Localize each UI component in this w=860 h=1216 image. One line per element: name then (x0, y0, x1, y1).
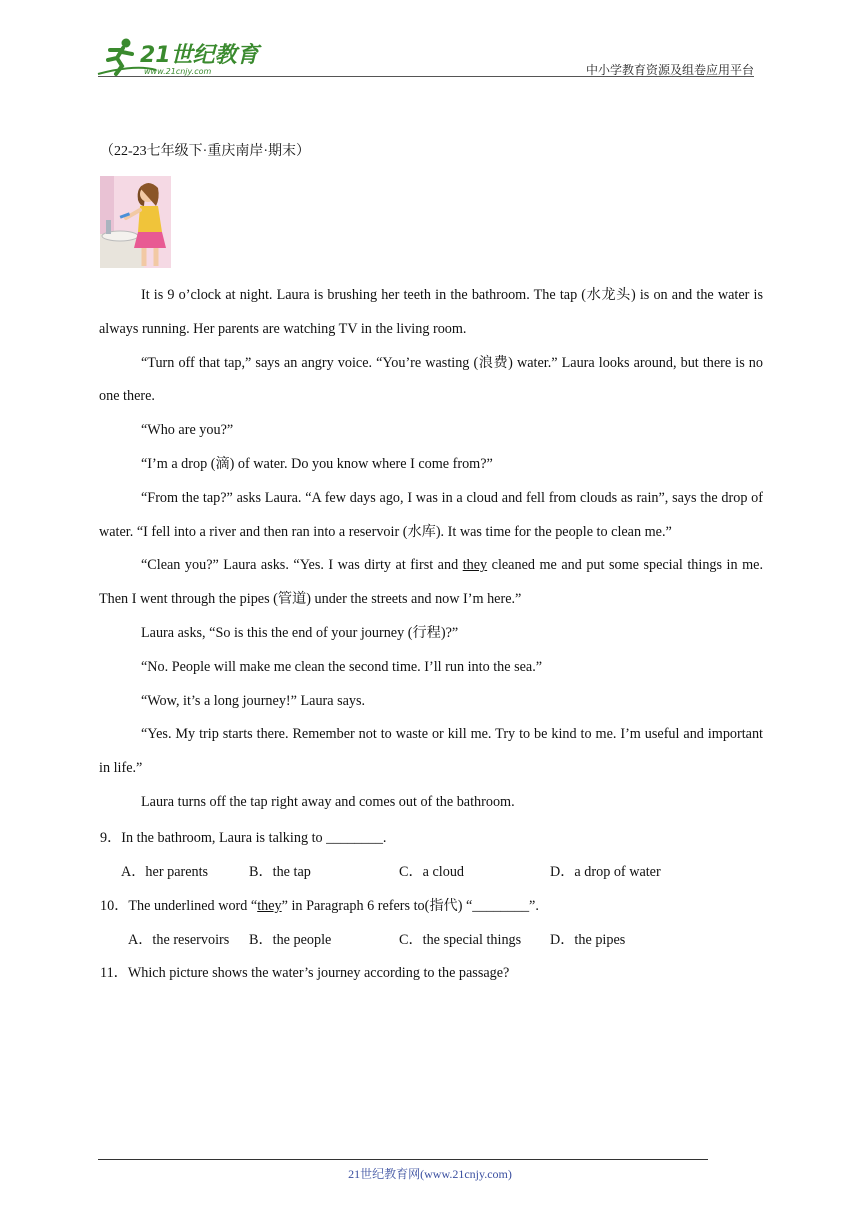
footer-site-link[interactable]: 21世纪教育网(www.21cnjy.com) (348, 1167, 512, 1181)
question-10-option-a: A．the reservoirs (128, 932, 230, 948)
passage-paragraph-10: “Yes. My trip starts there. Remember not to waste or kill me. Try to be kind to me. I’m useful and important in life.” (99, 726, 763, 777)
question-10-option-b: B．the people (249, 932, 332, 948)
question-10 (100, 895, 539, 915)
question-9-option-b: B．the tap (249, 864, 311, 880)
question-10-option-c: C．the special things (399, 932, 522, 948)
passage-paragraph-6 (99, 549, 763, 617)
header-divider (98, 76, 754, 77)
question-9-option-c: C．a cloud (399, 864, 465, 880)
logo-runner-icon (96, 36, 266, 78)
question-9-option-a: A．her parents (121, 864, 209, 880)
logo-text: 21世纪教育 (140, 43, 259, 68)
girl-brushing-teeth-illustration (100, 176, 171, 268)
passage-paragraph-5: “From the tap?” asks Laura. “A few days ago, I was in a cloud and fell from clouds as rain”, says the drop of water. “I fell into a river and then ran into a reservoir (水库). It was time for the people to clean me.” (99, 489, 763, 540)
question-source: （22-23七年级下·重庆南岸·期末） (100, 144, 310, 159)
logo-url: www.21cnjy.com (144, 67, 212, 76)
question-10-text-after: ” in Paragraph 6 refers to(指代) “________”. (281, 898, 539, 914)
question-10-text-before: 10．The underlined word “ (100, 898, 258, 914)
passage-paragraph-11: Laura turns off the tap right away and comes out of the bathroom. (141, 793, 515, 810)
footer-divider (98, 1159, 708, 1160)
underlined-word-they: they (462, 557, 488, 574)
question-10-underlined-word: they (257, 898, 282, 914)
question-9-option-d: D．a drop of water (550, 864, 661, 880)
question-11: 11．Which picture shows the water’s journey according to the passage? (100, 965, 510, 981)
passage-paragraph-7: Laura asks, “So is this the end of your journey (行程)?” (141, 624, 459, 641)
passage-paragraph-9: “Wow, it’s a long journey!” Laura says. (141, 692, 366, 709)
passage-paragraph-2: “Turn off that tap,” says an angry voice. “You’re wasting (浪费) water.” Laura looks around, but there is no one there. (99, 354, 763, 405)
header-platform-title: 中小学教育资源及组卷应用平台 (585, 63, 754, 77)
passage-paragraph-8: “No. People will make me clean the second time. I’ll run into the sea.” (141, 658, 543, 675)
passage-paragraph-1: It is 9 o’clock at night. Laura is brushing her teeth in the bathroom. The tap (水龙头) is on and the water is always running. Her parents are watching TV in the living room. (99, 287, 763, 337)
question-9: 9．In the bathroom, Laura is talking to ________. (100, 830, 387, 846)
reading-passage (99, 279, 763, 820)
site-logo (96, 36, 266, 78)
question-10-option-d: D．the pipes (550, 932, 626, 948)
passage-paragraph-4: “I’m a drop (滴) of water. Do you know where I come from?” (141, 455, 493, 472)
paragraph-6-text-before: “Clean you?” Laura asks. “Yes. I was dirty at first and (141, 557, 463, 574)
paragraph-6-text-after: cleaned me and put some special things in me. Then I went through the pipes (管道) under the streets and now I’m here.” (99, 557, 763, 608)
passage-paragraph-3: “Who are you?” (141, 422, 234, 439)
